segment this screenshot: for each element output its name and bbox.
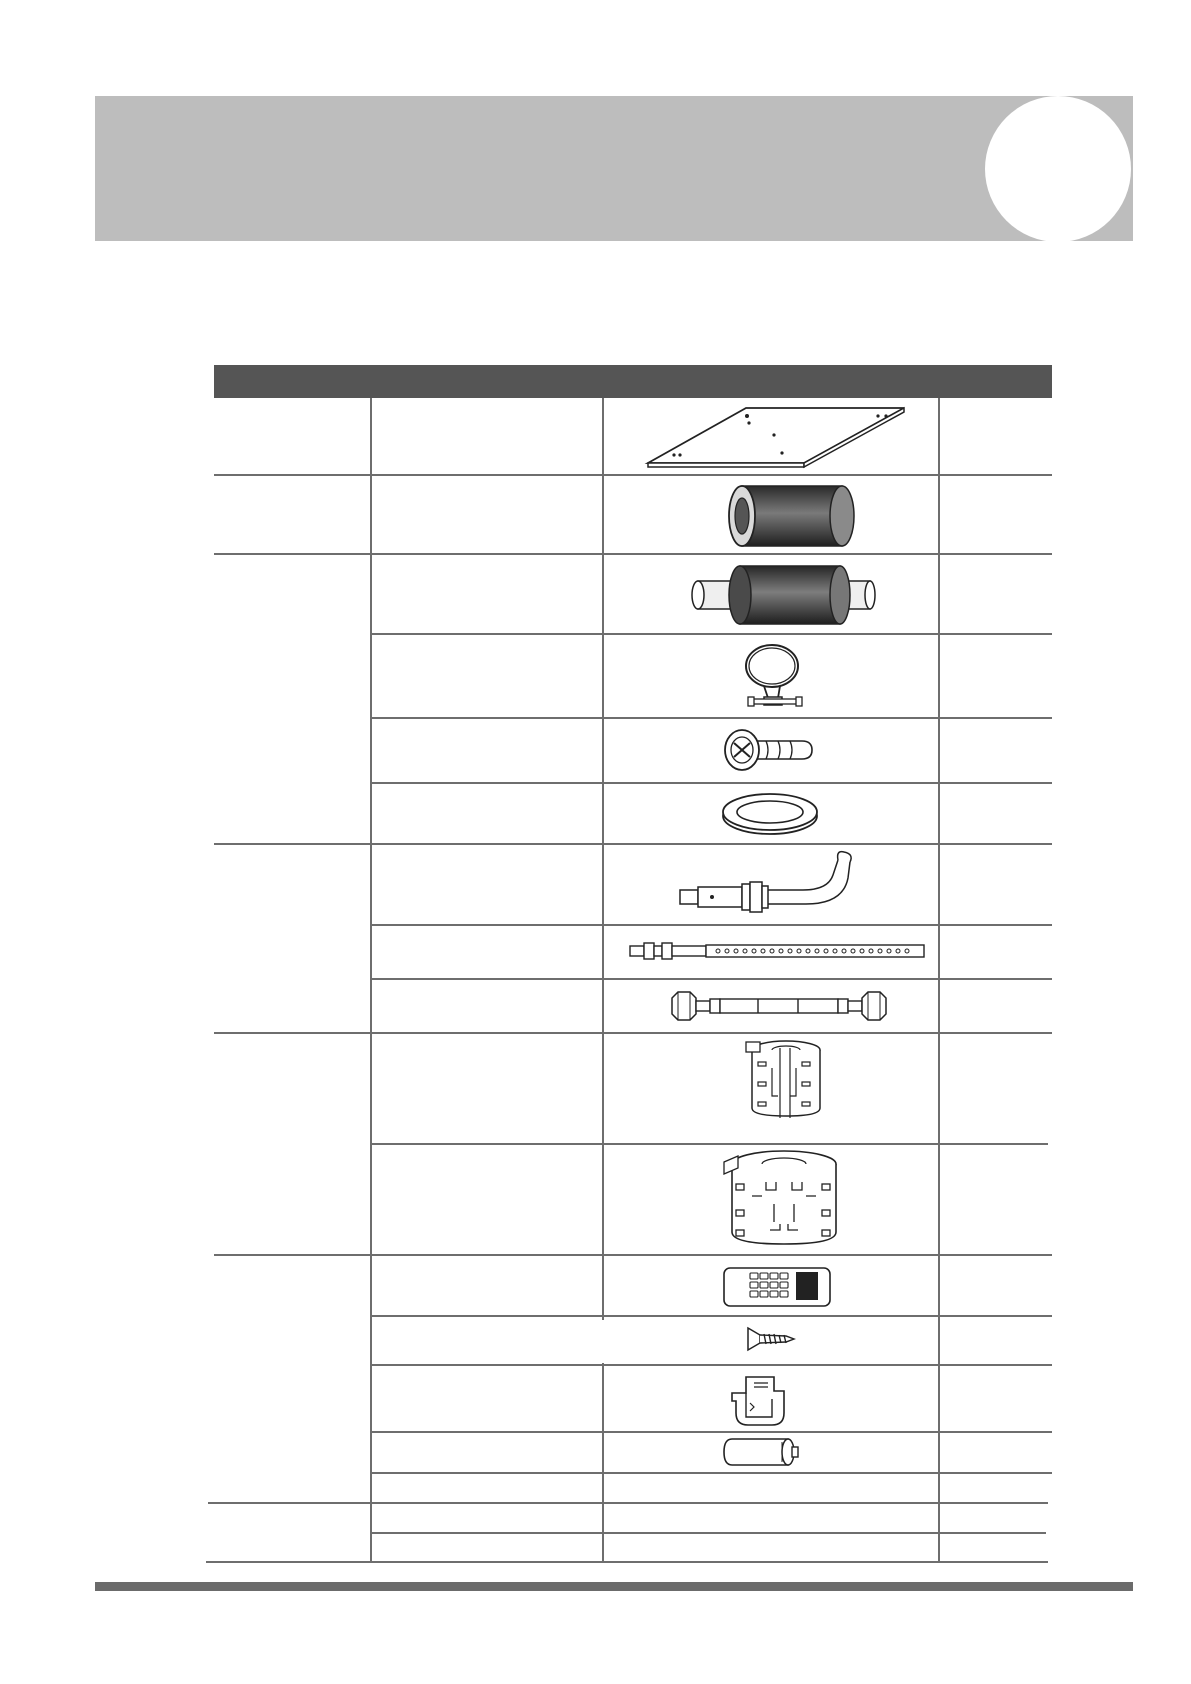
connecting-pipe-icon <box>668 988 892 1024</box>
column-divider <box>602 398 604 1320</box>
small-magnetic-ring-icon <box>744 1038 824 1120</box>
cable-tie-icon <box>628 938 926 962</box>
row-divider <box>370 1364 1052 1366</box>
remote-controller-icon <box>722 1266 832 1308</box>
row-divider <box>370 1532 1046 1534</box>
row-divider <box>214 1254 1052 1256</box>
row-divider <box>214 474 1052 476</box>
row-divider <box>370 978 1052 980</box>
insulation-sleeve-icon <box>728 483 860 549</box>
row-divider <box>214 843 1052 845</box>
row-divider <box>206 1561 1048 1563</box>
row-divider <box>370 717 1052 719</box>
large-magnetic-ring-icon <box>722 1148 840 1248</box>
hose-clamp-icon <box>738 642 814 712</box>
row-divider <box>370 1143 1048 1145</box>
row-divider <box>370 1472 1052 1474</box>
row-divider <box>208 1502 1048 1504</box>
remote-holder-icon <box>728 1373 792 1429</box>
insulated-pipe-icon <box>688 563 884 627</box>
sealing-ring-icon <box>720 792 820 836</box>
row-divider <box>214 1032 1052 1034</box>
footer-bar <box>95 1582 1133 1591</box>
row-divider <box>214 553 1052 555</box>
battery-icon <box>722 1436 802 1468</box>
row-divider <box>370 924 1052 926</box>
drain-joint-icon <box>678 850 868 920</box>
wall-anchor-icon <box>720 725 820 775</box>
row-divider <box>370 1315 1052 1317</box>
row-divider <box>370 782 1052 784</box>
screw-icon <box>746 1326 796 1352</box>
row-divider <box>370 633 1052 635</box>
row-divider <box>370 1431 1052 1433</box>
mounting-plate-icon <box>646 405 906 470</box>
